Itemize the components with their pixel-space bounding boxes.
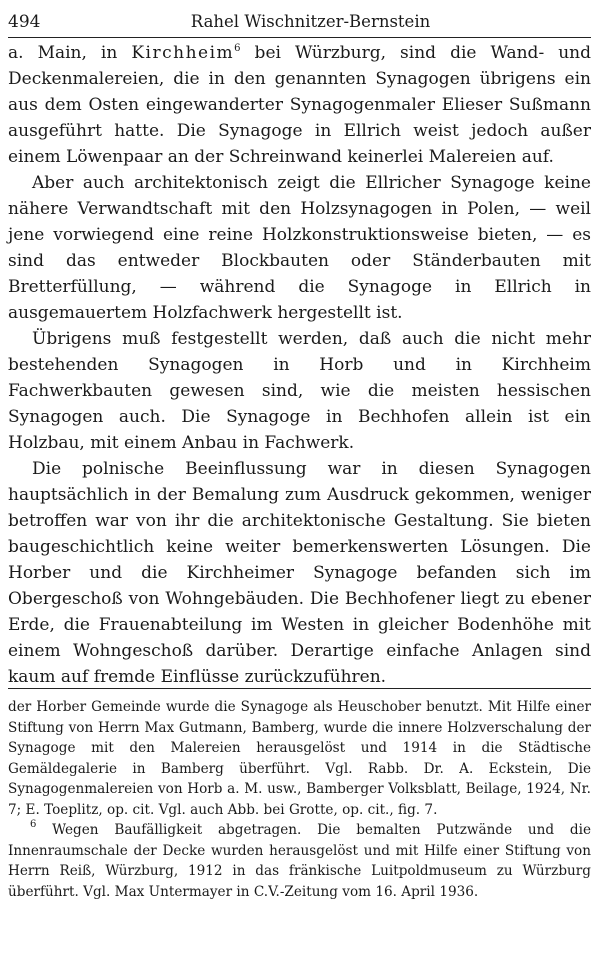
footnote-marker-6: 6 (30, 819, 37, 830)
page-header (8, 4, 591, 34)
document-page (8, 0, 591, 957)
header-rule (8, 37, 591, 38)
running-title: Rahel Wischnitzer-Bernstein (190, 12, 431, 31)
paragraph-2: Aber auch architektonisch zeigt die Ellricher Synagoge keine nähere Verwandtschaft mit den Holzsynagogen in Polen, — weil jene vorwiegend eine reine Holzkonstruktionsweise bieten, — es sind das entweder Blockbauten oder Ständerbauten mit Bretterfüllung, — während die Synagoge in Ellrich in ausgemauertem Holzfachwerk hergestellt ist. (8, 173, 591, 323)
place-name-kirchheim: Kirchheim (131, 43, 235, 63)
main-text (8, 40, 591, 690)
footnotes (8, 697, 591, 902)
page-number: 494 (8, 12, 41, 32)
footnote-rule (8, 688, 591, 689)
paragraph-3: Übrigens muß festgestellt werden, daß auch die nicht mehr bestehenden Synagogen in Horb und in Kirchheim Fachwerkbauten gewesen sind, wie die meisten hessischen Synagogen auch. Die Synagoge in Bechhofen allein ist ein Holzbau, mit einem Anbau in Fachwerk. (8, 329, 591, 453)
footnote-6 (8, 820, 591, 902)
paragraph-1-start: a. Main, in (8, 43, 132, 63)
footnote-6-text: Wegen Baufälligkeit abgetragen. Die bemalten Putzwände und die Innenraumschale der Decke wurden herausgelöst und mit Hilfe einer Stiftung von Herrn Reiß, Würzburg, 1912 in das fränkische Luitpoldmuseum zu Würzburg überführt. Vgl. Max Untermayer in C.V.-Zeitung vom 16. April 1936. (8, 822, 591, 900)
paragraph-4: Die polnische Beeinflussung war in diesen Synagogen hauptsächlich in der Bemalung zum Ausdruck gekommen, weniger betroffen war von ihr die architektonische Gestaltung. Sie bieten baugeschichtlich keine weiter bemerkenswerten Lösungen. Die Horber und die Kirchheimer Synagoge befanden sich im Obergeschoß von Wohngebäuden. Die Bechhofener liegt zu ebener Erde, die Frauenabteilung im Westen in gleicher Bodenhöhe mit einem Wohngeschoß darüber. Derartige einfache Anlagen sind kaum auf fremde Einflüsse zurückzuführen. (8, 459, 591, 687)
paragraph-1 (8, 40, 591, 170)
footnote-ref-6[interactable]: 6 (234, 43, 241, 54)
footnote-continued: der Horber Gemeinde wurde die Synagoge als Heuschober benutzt. Mit Hilfe einer Stiftung von Herrn Max Gutmann, Bamberg, wurde die innere Holzverschalung der Synagoge mit den Malereien herausgelöst und 1914 in die Städtische Gemäldegalerie in Bamberg überführt. Vgl. Rabb. Dr. A. Eckstein, Die Synagogenmalereien von Horb a. M. usw., Bamberger Volksblatt, Beilage, 1924, Nr. 7; E. Toeplitz, op. cit. Vgl. auch Abb. bei Grotte, op. cit., fig. 7. (8, 699, 591, 818)
paragraph-1-rest: bei Würzburg, sind die Wand- und Deckenmalereien, die in den genannten Synagogen übrigens ein aus dem Osten eingewanderter Synagogenmaler Elieser Sußmann ausgeführt hatte. Die Synagoge in Ellrich weist jedoch außer einem Löwenpaar an der Schreinwand keinerlei Malereien auf. (8, 43, 591, 167)
